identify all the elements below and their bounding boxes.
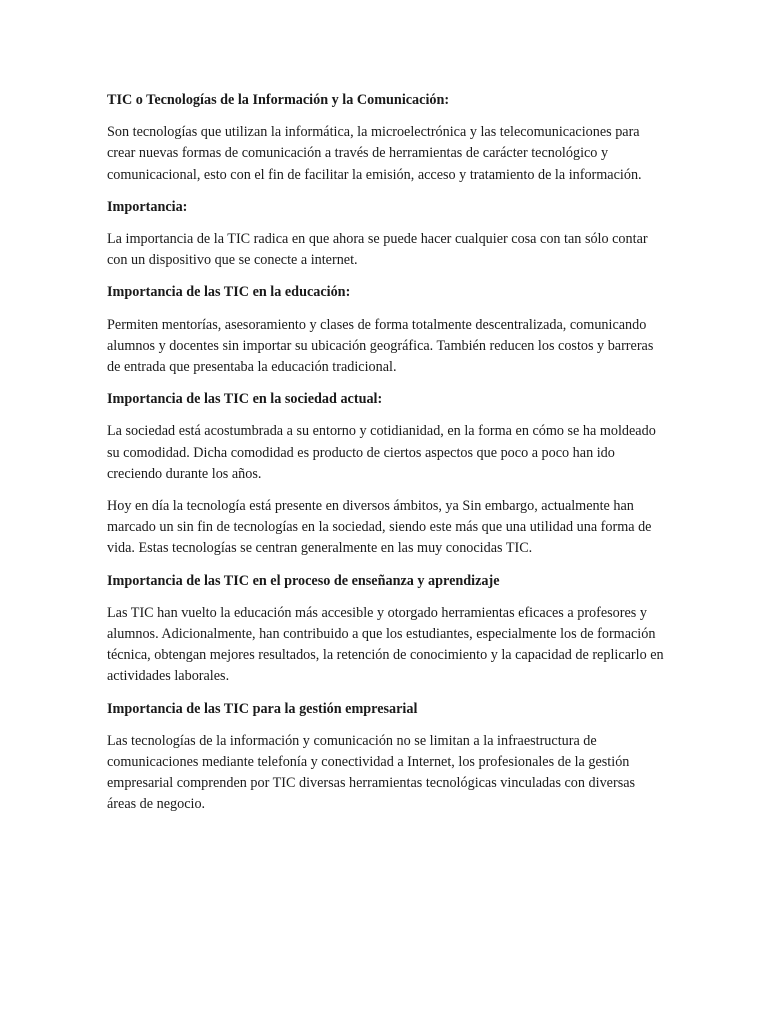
section-paragraph: Hoy en día la tecnología está presente en diversos ámbitos, ya Sin embargo, actualmente han marcado un sin fin de tecnologías en la sociedad, siendo este más que una utilidad una forma de vida. Estas tecnologías se centran generalmente en las muy conocidas TIC. [107,498,652,557]
section-heading-importancia: Importancia: [107,198,188,215]
section-paragraph: Las TIC han vuelto la educación más accesible y otorgado herramientas eficaces a profesores y alumnos. Adicionalmente, han contribuido a que los estudiantes, especialmente los de formación técnica, obtengan mejores resultados, la retención de conocimiento y la capacidad de replicarlo en actividades laborales. [107,604,664,685]
section-heading-educacion: Importancia de las TIC en la educación: [107,284,351,301]
section-paragraph: Las tecnologías de la información y comunicación no se limitan a la infraestructura de comunicaciones mediante telefonía y conectividad a Internet, los profesionales de la gestión empresarial comprenden por TIC diversas herramientas tecnológicas vinculadas con diversas áreas de negocio. [107,732,636,813]
section-paragraph: La importancia de la TIC radica en que ahora se puede hacer cualquier cosa con tan sólo contar con un dispositivo que se conecte a internet. [107,231,648,269]
document-title: TIC o Tecnologías de la Información y la Comunicación: [107,92,450,108]
section-paragraph: Permiten mentorías, asesoramiento y clases de forma totalmente descentralizada, comunicando alumnos y docentes sin importar su ubicación geográfica. También reducen los costos y barreras de entrada que presentaba la educación tradicional. [107,316,654,376]
intro-paragraph: Son tecnologías que utilizan la informática, la microelectrónica y las telecomunicaciones para crear nuevas formas de comunicación a través de herramientas de carácter tecnológico y comunicacional, esto con el fin de facilitar la emisión, acceso y tratamiento de la información. [107,124,642,183]
section-heading-ensenanza: Importancia de las TIC en el proceso de enseñanza y aprendizaje [107,572,500,589]
document-body [107,90,667,827]
section-heading-sociedad: Importancia de las TIC en la sociedad actual: [107,391,383,408]
section-heading-gestion: Importancia de las TIC para la gestión empresarial [107,700,418,717]
section-paragraph: La sociedad está acostumbrada a su entorno y cotidianidad, en la forma en cómo se ha moldeado su comodidad. Dicha comodidad es producto de ciertos aspectos que poco a poco han ido creciendo durante los años. [107,423,656,482]
